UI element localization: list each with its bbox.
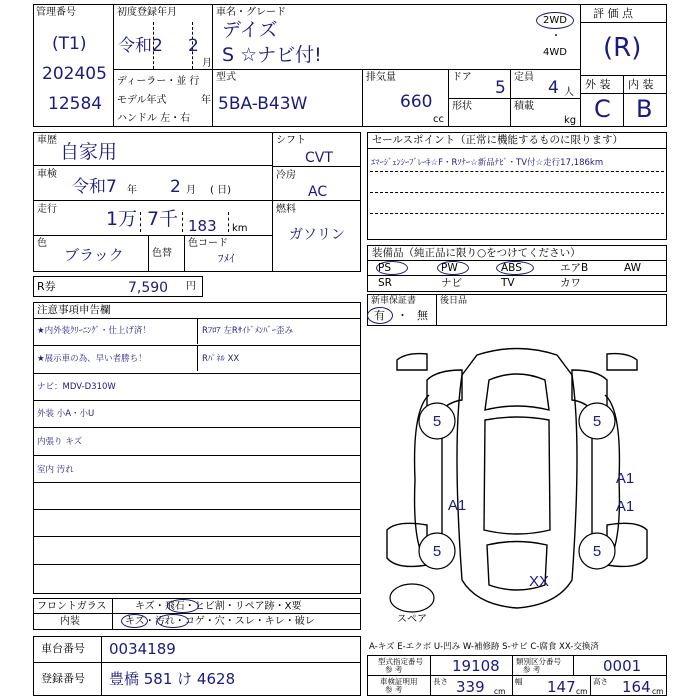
chassis-label: 車台番号 [41,642,85,655]
model-code-value: 19108 [452,657,500,675]
mileage-rest: 183 [188,217,217,235]
exterior-value: C [594,95,611,123]
fuel-value: ガソリン [289,227,345,243]
drive-dot: ・ [551,31,561,42]
mark-rl-tire: 5 [432,543,442,560]
kanri-code: (T1) [52,34,87,54]
equip-r2-1: ナビ [441,277,462,289]
notes-line: ★内外装ｸﾘｰﾆﾝｸﾞ・仕上げ済！ [37,326,151,336]
interior-label: 内装 [60,616,80,627]
equip-r2-3: カワ [560,277,581,289]
height-unit: cm [652,687,664,696]
history-value: 自家用 [60,141,118,163]
kanri-label: 管理番号 [36,7,76,18]
interior-label: 内 装 [628,78,654,91]
kanri-num1: 202405 [42,64,107,84]
displacement-label: 排気量 [366,72,396,83]
notes-line: ナビ：MDV-D310W [37,382,116,392]
width-value: 147 [547,678,576,696]
length-label: 長さ [433,677,448,686]
width-unit: cm [576,687,588,696]
model-year-label: モデル年式 [117,95,167,106]
notes-line: 内張り キズ [37,437,83,447]
equip-r2-2: TV [501,277,515,289]
inspection-month: 2 [170,177,181,197]
mark-rear-floor: XX [528,573,550,590]
interior-text: キズ・汚れ・コゲ・穴・スレ・キレ・破レ [125,616,315,627]
car-name: デイズ [222,19,278,41]
ac-value: AC [308,184,328,200]
equip-r1-0: PS [378,262,391,274]
car-diagram [367,330,667,630]
width-label: 幅 [515,677,523,686]
registration-label: 登録番号 [41,672,85,685]
notes-right-line2: Rﾊﾟﾈﾙ XX [202,354,240,364]
warranty-dot: ・ [397,309,408,322]
load-unit: kg [564,115,577,126]
drive-2wd: 2WD [543,15,567,26]
displacement-value: 660 [400,92,433,112]
capacity-value: 4 [548,78,559,98]
sales-point-line1: ｴﾏｰｼﾞｪﾝｼｰﾌﾞﾚｰｷ☆F・Rｿﾅｰ☆新品ﾅﾋﾞ・TV付☆走行17,186km [371,158,604,168]
warranty-no: 無 [417,309,428,322]
height-label: 高さ [593,677,608,686]
door-label: ドア [452,72,472,83]
shift-label: シフト [276,135,306,146]
warranty-date-label: 後日品 [440,296,468,306]
eval-value: (R) [603,33,642,63]
front-glass-text: キズ・飛石・ヒビ割・リペア跡・X要 [135,601,302,612]
capacity-label: 定員 [514,72,534,83]
fuel-label: 燃料 [276,204,296,215]
certificate-label: 車検証明用 [380,677,418,686]
history-label: 車歴 [37,135,57,146]
ac-label: 冷房 [276,170,296,181]
name-label: 車名・グレード [216,7,286,18]
capacity-unit: 人 [564,87,574,98]
class-code-label: 類別区分番号 [516,657,561,666]
notes-right-line1: Rﾌﾛｱ 左Rｻｲﾄﾞﾒﾝﾊﾞｰ歪み [202,326,294,336]
color-value: ブラック [64,246,124,264]
first-reg-month-unit: 月 [202,58,212,69]
katashiki-value: 5BA-B43W [218,94,308,114]
displacement-unit: cc [433,114,444,125]
inspection-day: ( 日) [210,185,231,196]
chipping-circle [167,599,199,613]
notes-line: 外装 小A・小U [37,409,95,419]
rken-value: 7,590 [128,280,169,296]
inspection-label: 車検 [37,169,57,180]
scratch-circle [121,614,148,628]
equip-r2-0: SR [378,277,392,289]
stain-circle [157,614,189,628]
eval-label: 評 価 点 [593,7,633,20]
mileage-unit: km [232,223,248,234]
model-code-sub: 参 考 [385,665,403,674]
length-value: 339 [456,678,485,696]
interior-value: B [636,95,653,123]
shift-value: CVT [305,150,333,166]
load-label: 積載 [514,101,534,112]
equip-r1-4: AW [624,262,641,274]
rken-label: R券 [37,280,56,293]
notes-title: 注意事項申告欄 [37,304,111,316]
drive-4wd: 4WD [543,47,567,58]
chassis-value: 0034189 [109,640,176,658]
mileage-label: 走行 [37,204,57,215]
dealer-label: ディーラー・並 行 [117,76,200,87]
rken-unit: 円 [186,281,196,292]
mark-left: A1 [447,497,467,514]
shape-label: 形状 [452,101,472,112]
mileage-sen: 7千 [147,208,179,230]
first-reg-label: 初度登録年月 [117,7,177,18]
front-glass-label: フロントガラス [37,601,107,612]
handle-label: ハンドル 左・右 [117,113,191,124]
model-year-unit: 年 [201,95,211,106]
exterior-label: 外 装 [585,78,611,91]
sales-point-title: セールスポイント（正常に機能するものに限ります） [372,134,624,146]
model-code-label: 型式指定番号 [378,657,423,666]
kanri-num2: 12584 [48,94,103,114]
mark-right-upper: A1 [615,470,635,487]
mileage-man: 1万 [106,208,138,230]
length-unit: cm [494,687,506,696]
notes-line: 室内 汚れ [37,465,74,475]
mark-rr-tire: 5 [592,543,602,560]
mark-fl-tire: 5 [432,413,442,430]
mark-right-lower: A1 [615,498,635,515]
class-code-value: 0001 [603,657,642,675]
rken-box [33,276,203,297]
warranty-yes: 有 [374,309,385,322]
equip-r1-3: エアB [560,262,589,274]
color-change-label: 色替 [152,248,172,259]
equip-r1-2: ABS [501,262,522,274]
notes-line: ★展示車の為、早い者勝ち！ [37,354,147,364]
registration-value: 豊橋 581 け 4628 [109,670,236,688]
mark-fr-tire: 5 [592,413,602,430]
inspection-era: 令和7 [72,177,117,197]
inspection-year-unit: 年 [127,185,137,196]
first-reg-month: 2 [188,36,199,56]
katashiki-label: 型式 [216,72,236,83]
first-reg-era: 令和2 [118,36,163,56]
color-code-label: 色コード [188,238,228,249]
color-label: 色 [37,238,47,249]
spare-label: スペア [397,614,427,625]
car-grade: S ☆ナビ付! [222,44,322,66]
door-value: 5 [495,78,506,98]
inspection-month-unit: 月 [186,185,196,196]
class-code-sub: 参 考 [523,665,541,674]
height-value: 164 [622,678,651,696]
equipment-title: 装備品（純正品に限り○をつけてください） [372,247,581,259]
color-code-value: ﾌﾒｲ [218,252,235,265]
damage-legend: A-キズ E-エクボ U-凹み W-補修跡 S-サビ C-腐食 XX-交換済 [369,642,599,652]
certificate-sub: 参 考 [385,685,403,694]
warranty-label: 新車保証書 [371,296,417,306]
equip-r1-1: PW [441,262,458,274]
